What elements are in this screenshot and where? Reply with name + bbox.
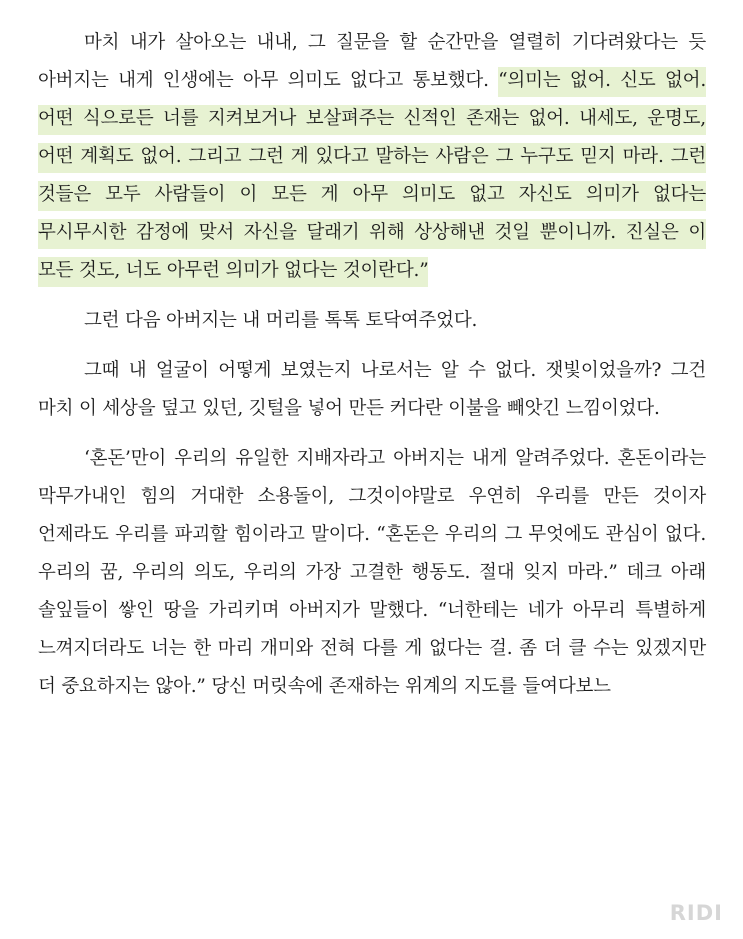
- book-page: [38, 24, 706, 706]
- paragraph-2: 그런 다음 아버지는 내 머리를 톡톡 토닥여주었다.: [84, 310, 478, 331]
- ridi-logo: RIDI: [669, 901, 723, 925]
- paragraph-4: ‘혼돈’만이 우리의 유일한 지배자라고 아버지는 내게 알려주었다. 혼돈이라는 막무가내인 힘의 거대한 소용돌이, 그것이야말로 우연히 우리를 만든 것이자 언제라도 우리를 파괴할 힘이라고 말이다. “혼돈은 우리의 그 무엇에도 관심이 없다. 우리의 꿈, 우리의 의도, 우리의 가장 고결한 행동도. 절대 잊지 마라.” 데크 아래 솔잎들이 쌓인 땅을 가리키며 아버지가 말했다. “너한테는 네가 아무리 특별하게 느껴지더라도 너는 한 마리 개미와 전혀 다를 게 없다는 걸. 좀 더 클 수는 있겠지만 더 중요하지는 않아.” 당신 머릿속에 존재하는 위계의 지도를 들여다보느: [38, 448, 706, 697]
- paragraph-1-text: 마치 내가 살아오는 내내, 그 질문을 할 순간만을 열렬히 기다려왔다는 듯 아버지는 내게 인생에는 아무 의미도 없다고 통보했다.: [38, 32, 706, 91]
- paragraph-1: [38, 24, 706, 290]
- highlighted-quote[interactable]: “의미는 없어. 신도 없어. 어떤 식으로든 너를 지켜보거나 보살펴주는 신적인 존재는 없어. 내세도, 운명도, 어떤 계획도 없어. 그리고 그런 게 있다고 말하는 사람은 그 누구도 믿지 마라. 그런 것들은 모두 사람들이 이 모든 게 아무 의미도 없고 자신도 의미가 없다는 무시무시한 감정에 맞서 자신을 달래기 위해 상상해낸 것일 뿐이니까. 진실은 이 모든 것도, 너도 아무런 의미가 없다는 것이란다.”: [38, 67, 706, 287]
- paragraph-3: 그때 내 얼굴이 어떻게 보였는지 나로서는 알 수 없다. 잿빛이었을까? 그건 마치 이 세상을 덮고 있던, 깃털을 넣어 만든 커다란 이불을 빼앗긴 느낌이었다.: [38, 360, 706, 419]
